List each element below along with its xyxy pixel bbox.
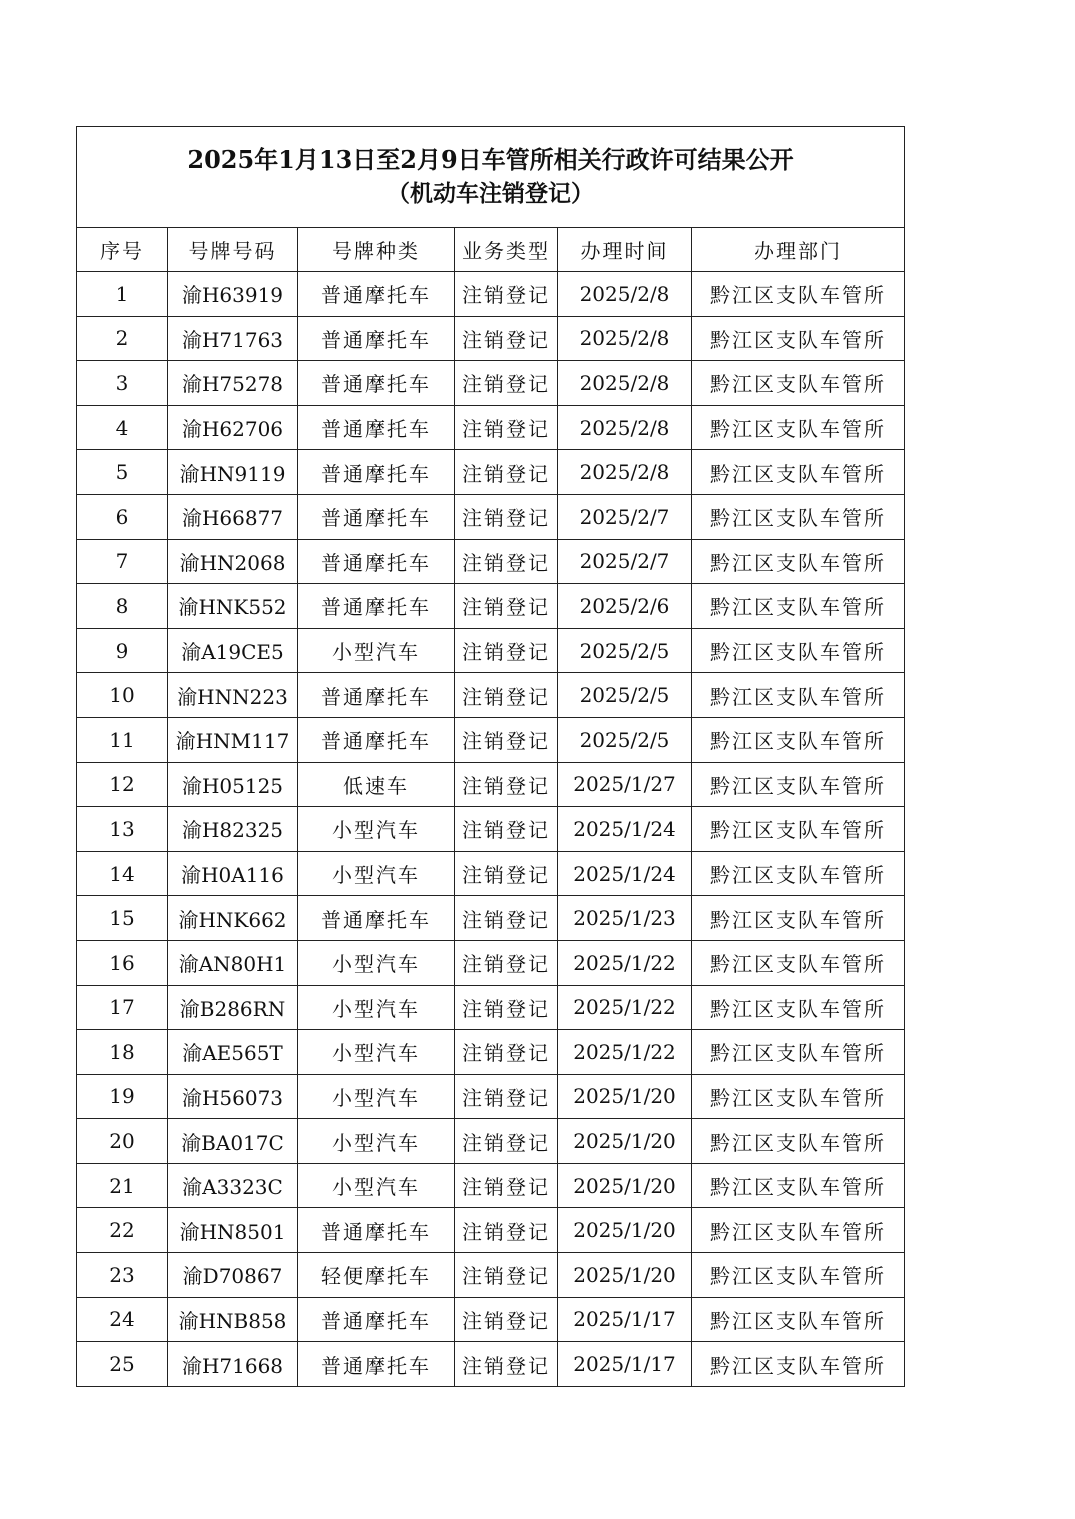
cell-business: 注销登记 <box>455 1342 558 1387</box>
col-header-business: 业务类型 <box>455 228 558 272</box>
cell-no: 8 <box>77 584 168 629</box>
table-row <box>77 450 905 495</box>
cell-dept: 黔江区支队车管所 <box>692 450 905 495</box>
cell-dept: 黔江区支队车管所 <box>692 1253 905 1298</box>
col-header-dept: 办理部门 <box>692 228 905 272</box>
cell-business: 注销登记 <box>455 628 558 673</box>
cell-no: 21 <box>77 1163 168 1208</box>
cell-plate-type: 小型汽车 <box>298 1074 455 1119</box>
cell-plate: 渝H82325 <box>168 807 298 852</box>
table-row <box>77 896 905 941</box>
cell-business: 注销登记 <box>455 316 558 361</box>
cell-business: 注销登记 <box>455 539 558 584</box>
cell-business: 注销登记 <box>455 405 558 450</box>
cell-date: 2025/1/20 <box>558 1119 692 1164</box>
cell-no: 14 <box>77 851 168 896</box>
cell-plate: 渝H62706 <box>168 405 298 450</box>
cell-date: 2025/2/6 <box>558 584 692 629</box>
table-row <box>77 673 905 718</box>
cell-date: 2025/2/5 <box>558 628 692 673</box>
cell-business: 注销登记 <box>455 1119 558 1164</box>
table-title <box>77 127 905 228</box>
cell-no: 16 <box>77 940 168 985</box>
cell-dept: 黔江区支队车管所 <box>692 539 905 584</box>
col-header-plate-type: 号牌种类 <box>298 228 455 272</box>
cell-dept: 黔江区支队车管所 <box>692 1342 905 1387</box>
cell-plate: 渝H66877 <box>168 494 298 539</box>
cell-no: 6 <box>77 494 168 539</box>
cell-dept: 黔江区支队车管所 <box>692 1297 905 1342</box>
cell-no: 20 <box>77 1119 168 1164</box>
table-row <box>77 1297 905 1342</box>
cell-plate: 渝AN80H1 <box>168 940 298 985</box>
table-row <box>77 762 905 807</box>
cell-dept: 黔江区支队车管所 <box>692 851 905 896</box>
cell-plate-type: 普通摩托车 <box>298 494 455 539</box>
cell-date: 2025/1/20 <box>558 1208 692 1253</box>
cell-dept: 黔江区支队车管所 <box>692 807 905 852</box>
table-row <box>77 405 905 450</box>
cell-plate-type: 普通摩托车 <box>298 1297 455 1342</box>
cell-plate-type: 普通摩托车 <box>298 450 455 495</box>
cell-plate-type: 轻便摩托车 <box>298 1253 455 1298</box>
cell-business: 注销登记 <box>455 1163 558 1208</box>
cell-business: 注销登记 <box>455 762 558 807</box>
table-row <box>77 1074 905 1119</box>
table-row <box>77 1253 905 1298</box>
cell-no: 5 <box>77 450 168 495</box>
table-row <box>77 940 905 985</box>
cell-plate-type: 普通摩托车 <box>298 361 455 406</box>
cell-plate-type: 小型汽车 <box>298 851 455 896</box>
cell-plate-type: 小型汽车 <box>298 807 455 852</box>
cell-no: 7 <box>77 539 168 584</box>
cell-date: 2025/1/22 <box>558 985 692 1030</box>
cell-date: 2025/2/8 <box>558 272 692 317</box>
cell-no: 15 <box>77 896 168 941</box>
table-row <box>77 1119 905 1164</box>
cell-plate: 渝H75278 <box>168 361 298 406</box>
cell-plate: 渝HN8501 <box>168 1208 298 1253</box>
cell-plate-type: 普通摩托车 <box>298 405 455 450</box>
cell-dept: 黔江区支队车管所 <box>692 1030 905 1075</box>
col-header-plate: 号牌号码 <box>168 228 298 272</box>
cell-plate-type: 低速车 <box>298 762 455 807</box>
cell-plate: 渝H05125 <box>168 762 298 807</box>
cell-date: 2025/1/24 <box>558 851 692 896</box>
cell-plate-type: 小型汽车 <box>298 985 455 1030</box>
cell-plate: 渝HN9119 <box>168 450 298 495</box>
cell-date: 2025/2/8 <box>558 361 692 406</box>
cell-no: 2 <box>77 316 168 361</box>
table-row <box>77 628 905 673</box>
cell-plate: 渝H71763 <box>168 316 298 361</box>
cell-business: 注销登记 <box>455 1074 558 1119</box>
cell-business: 注销登记 <box>455 985 558 1030</box>
cell-no: 17 <box>77 985 168 1030</box>
table-row <box>77 717 905 762</box>
cell-dept: 黔江区支队车管所 <box>692 405 905 450</box>
cell-dept: 黔江区支队车管所 <box>692 896 905 941</box>
cell-business: 注销登记 <box>455 1297 558 1342</box>
cell-date: 2025/2/8 <box>558 450 692 495</box>
cell-dept: 黔江区支队车管所 <box>692 1208 905 1253</box>
cell-no: 12 <box>77 762 168 807</box>
cell-business: 注销登记 <box>455 1253 558 1298</box>
cell-date: 2025/2/7 <box>558 494 692 539</box>
cell-dept: 黔江区支队车管所 <box>692 494 905 539</box>
cell-dept: 黔江区支队车管所 <box>692 762 905 807</box>
cell-date: 2025/1/22 <box>558 1030 692 1075</box>
cell-plate-type: 小型汽车 <box>298 1119 455 1164</box>
cell-business: 注销登记 <box>455 361 558 406</box>
table-row <box>77 272 905 317</box>
cell-business: 注销登记 <box>455 450 558 495</box>
cell-plate: 渝HNK662 <box>168 896 298 941</box>
cell-date: 2025/2/5 <box>558 673 692 718</box>
cell-plate: 渝AE565T <box>168 1030 298 1075</box>
cell-plate: 渝H71668 <box>168 1342 298 1387</box>
cell-no: 4 <box>77 405 168 450</box>
cell-plate-type: 小型汽车 <box>298 1030 455 1075</box>
cell-business: 注销登记 <box>455 1030 558 1075</box>
header-row <box>77 228 905 272</box>
table-row <box>77 985 905 1030</box>
cell-no: 3 <box>77 361 168 406</box>
cell-plate: 渝HNN223 <box>168 673 298 718</box>
cell-no: 18 <box>77 1030 168 1075</box>
table-row <box>77 1342 905 1387</box>
cancellation-table <box>76 126 905 1387</box>
col-header-no: 序号 <box>77 228 168 272</box>
cell-plate-type: 普通摩托车 <box>298 1342 455 1387</box>
cell-date: 2025/2/8 <box>558 316 692 361</box>
cell-date: 2025/1/22 <box>558 940 692 985</box>
cell-dept: 黔江区支队车管所 <box>692 584 905 629</box>
cell-plate: 渝BA017C <box>168 1119 298 1164</box>
cell-dept: 黔江区支队车管所 <box>692 272 905 317</box>
cell-business: 注销登记 <box>455 673 558 718</box>
cell-business: 注销登记 <box>455 851 558 896</box>
cell-plate-type: 普通摩托车 <box>298 1208 455 1253</box>
cell-plate: 渝A3323C <box>168 1163 298 1208</box>
cell-plate: 渝HN2068 <box>168 539 298 584</box>
table-row <box>77 361 905 406</box>
cell-no: 24 <box>77 1297 168 1342</box>
cell-business: 注销登记 <box>455 940 558 985</box>
cell-plate: 渝D70867 <box>168 1253 298 1298</box>
cell-no: 23 <box>77 1253 168 1298</box>
cell-dept: 黔江区支队车管所 <box>692 628 905 673</box>
cell-date: 2025/1/20 <box>558 1253 692 1298</box>
cell-plate: 渝HNB858 <box>168 1297 298 1342</box>
cell-date: 2025/1/23 <box>558 896 692 941</box>
cell-dept: 黔江区支队车管所 <box>692 1119 905 1164</box>
cell-no: 25 <box>77 1342 168 1387</box>
cell-dept: 黔江区支队车管所 <box>692 673 905 718</box>
cell-dept: 黔江区支队车管所 <box>692 361 905 406</box>
cell-date: 2025/1/17 <box>558 1342 692 1387</box>
cell-dept: 黔江区支队车管所 <box>692 1074 905 1119</box>
table-row <box>77 851 905 896</box>
cell-plate: 渝H0A116 <box>168 851 298 896</box>
table-row <box>77 539 905 584</box>
cell-plate: 渝HNM117 <box>168 717 298 762</box>
cell-plate: 渝H63919 <box>168 272 298 317</box>
cell-no: 11 <box>77 717 168 762</box>
cell-plate-type: 普通摩托车 <box>298 896 455 941</box>
cell-business: 注销登记 <box>455 717 558 762</box>
cell-business: 注销登记 <box>455 896 558 941</box>
cell-no: 22 <box>77 1208 168 1253</box>
cell-date: 2025/2/8 <box>558 405 692 450</box>
cell-business: 注销登记 <box>455 1208 558 1253</box>
cell-plate-type: 普通摩托车 <box>298 584 455 629</box>
table-row <box>77 584 905 629</box>
cell-date: 2025/1/17 <box>558 1297 692 1342</box>
cell-date: 2025/1/24 <box>558 807 692 852</box>
cell-plate: 渝B286RN <box>168 985 298 1030</box>
cell-plate: 渝H56073 <box>168 1074 298 1119</box>
cell-dept: 黔江区支队车管所 <box>692 717 905 762</box>
cell-plate: 渝A19CE5 <box>168 628 298 673</box>
cell-no: 10 <box>77 673 168 718</box>
cell-plate-type: 普通摩托车 <box>298 316 455 361</box>
cell-plate-type: 普通摩托车 <box>298 272 455 317</box>
cell-plate-type: 普通摩托车 <box>298 717 455 762</box>
title-line-1: 2025年1月13日至2月9日车管所相关行政许可结果公开 <box>187 145 794 174</box>
document-page <box>76 126 904 1387</box>
title-line-2: （机动车注销登记） <box>387 180 595 207</box>
cell-plate: 渝HNK552 <box>168 584 298 629</box>
cell-plate-type: 小型汽车 <box>298 1163 455 1208</box>
cell-dept: 黔江区支队车管所 <box>692 316 905 361</box>
cell-no: 13 <box>77 807 168 852</box>
table-row <box>77 1030 905 1075</box>
table-row <box>77 1163 905 1208</box>
cell-business: 注销登记 <box>455 272 558 317</box>
cell-business: 注销登记 <box>455 584 558 629</box>
cell-date: 2025/1/20 <box>558 1163 692 1208</box>
cell-date: 2025/1/27 <box>558 762 692 807</box>
cell-plate-type: 普通摩托车 <box>298 539 455 584</box>
cell-no: 1 <box>77 272 168 317</box>
cell-no: 9 <box>77 628 168 673</box>
cell-plate-type: 小型汽车 <box>298 940 455 985</box>
table-row <box>77 807 905 852</box>
cell-business: 注销登记 <box>455 494 558 539</box>
table-row <box>77 1208 905 1253</box>
col-header-date: 办理时间 <box>558 228 692 272</box>
table-row <box>77 494 905 539</box>
cell-date: 2025/2/5 <box>558 717 692 762</box>
cell-date: 2025/2/7 <box>558 539 692 584</box>
cell-dept: 黔江区支队车管所 <box>692 1163 905 1208</box>
table-body <box>77 272 905 1387</box>
cell-dept: 黔江区支队车管所 <box>692 940 905 985</box>
cell-plate-type: 小型汽车 <box>298 628 455 673</box>
cell-date: 2025/1/20 <box>558 1074 692 1119</box>
cell-no: 19 <box>77 1074 168 1119</box>
table-row <box>77 316 905 361</box>
cell-business: 注销登记 <box>455 807 558 852</box>
cell-dept: 黔江区支队车管所 <box>692 985 905 1030</box>
cell-plate-type: 普通摩托车 <box>298 673 455 718</box>
